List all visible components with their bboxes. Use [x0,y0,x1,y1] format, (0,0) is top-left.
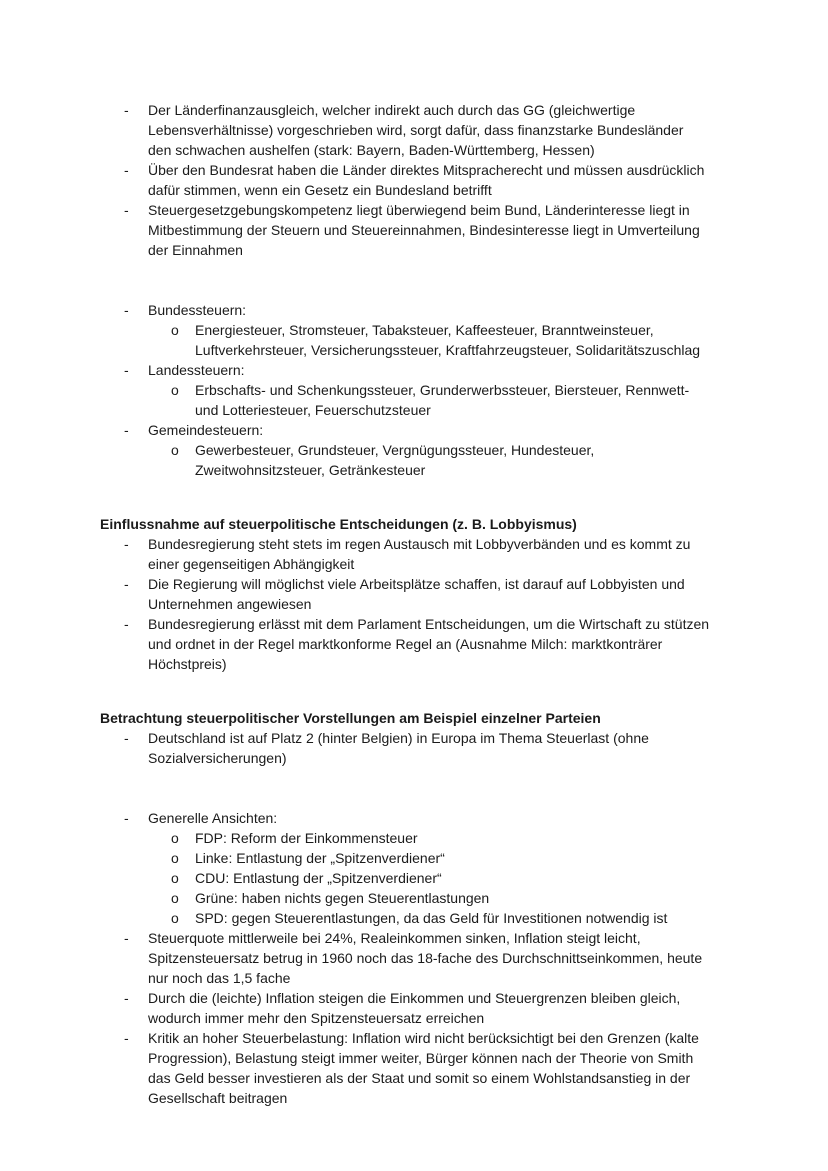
bullet-item [100,534,710,574]
document-body [100,100,710,1108]
bullet-item [100,360,710,380]
bullet-text: Energiesteuer, Stromsteuer, Tabaksteuer, Kaffeesteuer, Branntweinsteuer, Luftverkehrsteuer, Versicherungssteuer, Kraftfahrzeugsteuer, Solidaritätszuschlag [195,322,701,358]
dash-bullet-marker: - [124,616,129,632]
bullet-text: Kritik an hoher Steuerbelastung: Inflation wird nicht berücksichtigt bei den Grenzen (kalte Progression), Belastung steigt immer weiter, Bürger können nach der Theorie von Smith das Geld besser investieren als der Staat und somit so einem Wohlstandsanstieg in der Gesellschaft beitragen [148,1030,699,1106]
bullet-text: Bundesregierung steht stets im regen Austausch mit Lobbyverbänden und es kommt zu einer gegenseitigen Abhängigkeit [148,536,691,572]
bullet-item [100,988,710,1028]
bullet-text: Grüne: haben nichts gegen Steuerentlastungen [195,890,490,906]
bullet-item [100,574,710,614]
bullet-text: Bundesregierung erlässt mit dem Parlament Entscheidungen, um die Wirtschaft zu stützen und ordnet in der Regel marktkonforme Regel an (Ausnahme Milch: marktkonträrer Höchstpreis) [148,616,710,672]
circle-bullet-marker: o [171,850,179,866]
bullet-text: Steuerquote mittlerweile bei 24%, Realeinkommen sinken, Inflation steigt leicht, Spitzensteuersatz betrug in 1960 noch das 18-fache des Durchschnittseinkommen, heute nur noch das 1,5 fache [148,930,703,986]
sub-bullet-item [100,828,710,848]
blank-line [100,768,710,788]
dash-bullet-marker: - [124,930,129,946]
sub-bullet-item [100,440,710,480]
dash-bullet-marker: - [124,576,129,592]
bullet-item [100,160,710,200]
dash-bullet-marker: - [124,990,129,1006]
dash-bullet-marker: - [124,362,129,378]
blank-line [100,260,710,280]
circle-bullet-marker: o [171,442,179,458]
dash-bullet-marker: - [124,810,129,826]
bullet-text: Die Regierung will möglichst viele Arbeitsplätze schaffen, ist darauf auf Lobbyisten und Unternehmen angewiesen [148,576,685,612]
bullet-text: Über den Bundesrat haben die Länder direktes Mitspracherecht und müssen ausdrücklich dafür stimmen, wenn ein Gesetz ein Bundesland betrifft [148,162,705,198]
circle-bullet-marker: o [171,890,179,906]
blank-line [100,480,710,500]
sub-bullet-item [100,320,710,360]
bullet-text: SPD: gegen Steuerentlastungen, da das Geld für Investitionen notwendig ist [195,910,668,926]
circle-bullet-marker: o [171,830,179,846]
bullet-item [100,928,710,988]
bullet-text: Steuergesetzgebungskompetenz liegt überwiegend beim Bund, Länderinteresse liegt in Mitbestimmung der Steuern und Steuereinnahmen, Bindesinteresse liegt in Umverteilung der Einnahmen [148,202,700,258]
bullet-item [100,200,710,260]
sub-bullet-item [100,848,710,868]
bullet-text: Landessteuern: [148,362,245,378]
circle-bullet-marker: o [171,382,179,398]
circle-bullet-marker: o [171,322,179,338]
bullet-item [100,1028,710,1108]
bullet-item [100,808,710,828]
dash-bullet-marker: - [124,1030,129,1046]
bullet-text: Durch die (leichte) Inflation steigen die Einkommen und Steuergrenzen bleiben gleich, wodurch immer mehr den Spitzensteuersatz erreichen [148,990,681,1026]
bullet-item [100,420,710,440]
dash-bullet-marker: - [124,102,129,118]
dash-bullet-marker: - [124,162,129,178]
circle-bullet-marker: o [171,870,179,886]
bullet-item [100,614,710,674]
bullet-text: FDP: Reform der Einkommensteuer [195,830,418,846]
bullet-text: Der Länderfinanzausgleich, welcher indirekt auch durch das GG (gleichwertige Lebensverhältnisse) vorgeschrieben wird, sorgt dafür, dass finanzstarke Bundesländer den schwachen aushelfen (stark: Bayern, Baden-Württemberg, Hessen) [148,102,684,158]
blank-line [100,280,710,300]
blank-line [100,674,710,694]
bullet-text: Linke: Entlastung der „Spitzenverdiener“ [195,850,445,866]
bullet-text: Gewerbesteuer, Grundsteuer, Vergnügungssteuer, Hundesteuer, Zweitwohnsitzsteuer, Getränkesteuer [195,442,595,478]
bullet-item [100,300,710,320]
sub-bullet-item [100,380,710,420]
sub-bullet-item [100,908,710,928]
section-heading: Einflussnahme auf steuerpolitische Entscheidungen (z. B. Lobbyismus) [100,516,577,532]
bullet-text: Erbschafts- und Schenkungssteuer, Grunderwerbssteuer, Biersteuer, Rennwett- und Lotteriesteuer, Feuerschutzsteuer [195,382,690,418]
circle-bullet-marker: o [171,910,179,926]
dash-bullet-marker: - [124,536,129,552]
sub-bullet-item [100,888,710,908]
bullet-item [100,728,710,768]
sub-bullet-item [100,868,710,888]
bullet-text: Deutschland ist auf Platz 2 (hinter Belgien) in Europa im Thema Steuerlast (ohne Sozialversicherungen) [148,730,649,766]
bullet-text: Bundessteuern: [148,302,247,318]
blank-line [100,788,710,808]
bullet-text: CDU: Entlastung der „Spitzenverdiener“ [195,870,442,886]
bullet-item [100,100,710,160]
bullet-text: Generelle Ansichten: [148,810,278,826]
section-heading: Betrachtung steuerpolitischer Vorstellungen am Beispiel einzelner Parteien [100,710,601,726]
dash-bullet-marker: - [124,202,129,218]
dash-bullet-marker: - [124,302,129,318]
dash-bullet-marker: - [124,422,129,438]
dash-bullet-marker: - [124,730,129,746]
bullet-text: Gemeindesteuern: [148,422,264,438]
